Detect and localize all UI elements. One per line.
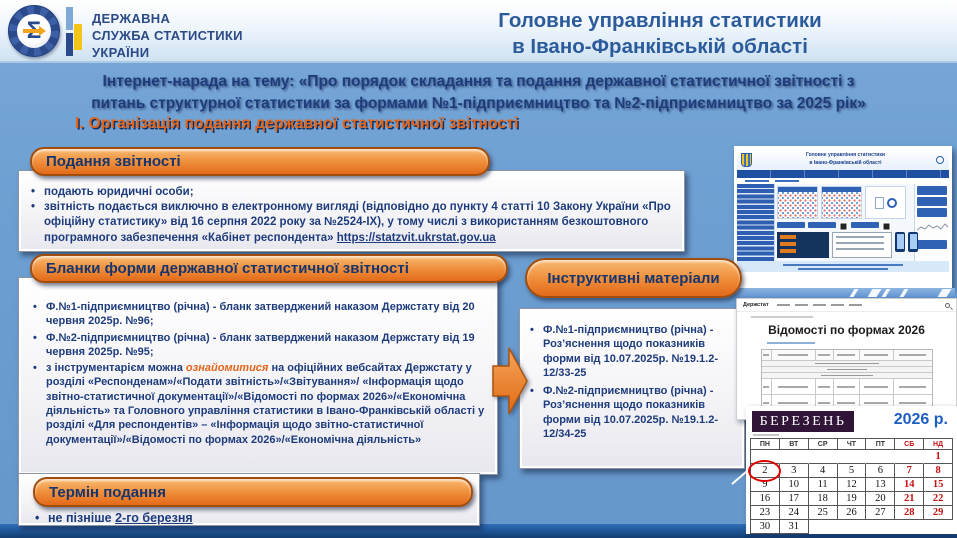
qr-code-icon <box>839 222 848 231</box>
section-heading: І. Організація подання державної статистичної звітності <box>75 115 519 132</box>
decor-block <box>808 222 836 228</box>
link-placeholder <box>767 342 815 344</box>
derzhstat-website-screenshot <box>736 298 957 420</box>
calendar-day: 20 <box>866 492 895 506</box>
bullet-item: • з інструментарієм можна ознайомитися на офіційних вебсайтах Держстату у розділі «Респонденам»/«Подати звітність»/«Звітування»/ «Інформація щодо звітно-статистичної документації»/«Відомості по формах 2026»/«Економічна діяльність» та Головного управління статистики в Івано-Франківській області у розділі «Для респондентів» – «Інформація щодо звітно-статистичної документації»/«Відомості по формах 2026»/«Економічна діяльність» <box>29 361 491 447</box>
emblem-icon <box>887 198 897 208</box>
logo-inner-circle <box>17 14 51 48</box>
site-right-column <box>914 184 949 261</box>
logo-arrow-icon <box>23 29 40 33</box>
calendar-day: 11 <box>809 478 838 492</box>
instruktyvni-box <box>519 308 745 469</box>
calendar-day: 23 <box>751 506 780 520</box>
banner-dark-panel <box>777 232 829 258</box>
decor-block <box>917 186 947 195</box>
bullet-item: • не пізніше 2-го березня <box>31 511 473 526</box>
flag-bar-blue-bottom <box>66 33 73 56</box>
slash-icon <box>882 289 891 297</box>
site-header <box>737 149 949 170</box>
agency-name-line: ДЕРЖАВНА <box>92 11 171 26</box>
bullet-item: • Ф.№2-підприємництво (річна) - Роз’яснення щодо показників форми від 10.07.2025р. №19.1.2-12/34-25 <box>526 384 740 441</box>
blanky-header: Бланки форми державної статистичної звітності <box>30 254 508 283</box>
qr-code-icon <box>882 222 891 231</box>
phone-icon <box>895 232 905 252</box>
flag-bar-blue-top <box>66 7 73 30</box>
calendar-day <box>838 520 867 534</box>
calendar-widget <box>777 186 818 219</box>
calendar-day: 19 <box>838 492 867 506</box>
decor-block <box>851 222 879 228</box>
menu-item-placeholder <box>795 304 808 306</box>
calendar-day: 10 <box>780 478 809 492</box>
bullet-item: • подають юридичні особи; <box>27 185 676 200</box>
site-title-line: Головне управління статистики <box>806 152 885 158</box>
calendar-day-header: ПТ <box>866 439 895 450</box>
calendar-day <box>924 520 953 534</box>
slash-icon <box>938 289 952 297</box>
calendar-day: 31 <box>780 520 809 534</box>
calendar-day: 24 <box>780 506 809 520</box>
slash-band-decoration <box>734 288 955 298</box>
org-title <box>400 8 920 59</box>
search-icon <box>945 303 950 308</box>
calendar-day: 29 <box>924 506 953 520</box>
banner-info-panel <box>832 232 892 258</box>
red-circle-annotation <box>748 460 781 482</box>
bullet-item: • звітність подається виключно в електронному вигляді (відповідно до пункту 4 статті 10 Закону України «Про офіційну статистику» від 16 серпня 2022 року за №2524-ІХ), у тому числі з використанням безкоштовного програмного забезпечення «Кабінет респондента» https://statzvit.ukrstat.gov.ua <box>27 200 676 246</box>
calendar-table <box>750 438 953 534</box>
slash-icon <box>868 289 882 297</box>
calendar-day <box>895 520 924 534</box>
podannia-header: Подання звітності <box>30 147 490 176</box>
bullet-item: • Ф.№1-підприємництво (річна) - бланк затверджений наказом Держстату від 20 червня 2025р. №96; <box>29 300 491 329</box>
instruktyvni-header: Інструктивні матеріали <box>525 258 742 298</box>
phone-icon <box>908 232 918 252</box>
calendar-day: 8 <box>924 464 953 478</box>
calendar-day <box>866 520 895 534</box>
calendar-day: 26 <box>838 506 867 520</box>
calendar-day <box>838 450 867 464</box>
calendar-day: 27 <box>866 506 895 520</box>
statzvit-link[interactable]: https://statzvit.ukrstat.gov.ua <box>336 231 496 244</box>
calendar-day: 5 <box>838 464 867 478</box>
menu-item-placeholder <box>777 304 790 306</box>
services-widget <box>865 186 906 219</box>
slash-icon <box>850 289 859 297</box>
site2-menu <box>777 304 945 306</box>
termin-header: Термін подання <box>33 477 473 507</box>
blanky-box <box>18 277 498 475</box>
site-title <box>755 152 936 167</box>
calendar-day: 28 <box>895 506 924 520</box>
calendar-day <box>780 450 809 464</box>
meeting-topic-line1: Інтернет-нарада на тему: «Про порядок складання та подання державної статистичної звітності з <box>102 73 855 90</box>
forms-page-title: Відомості по формах 2026 <box>768 323 925 337</box>
calendar-day <box>895 450 924 464</box>
menu-item-placeholder <box>813 304 826 306</box>
calendar-day-headers <box>751 439 953 450</box>
calendar-day <box>866 450 895 464</box>
meeting-topic <box>20 71 937 115</box>
breadcrumb <box>751 316 813 318</box>
calendar-day: 17 <box>780 492 809 506</box>
calendar-day-header: ПН <box>751 439 780 450</box>
sparkline-chart <box>917 219 948 235</box>
derzhstat-brand: Держстат <box>743 302 769 308</box>
calendar-day: 7 <box>895 464 924 478</box>
march-calendar <box>746 406 957 534</box>
table-header-row <box>762 350 932 361</box>
meeting-topic-line2: питань структурної статистики за формами №1-підприємництво та №2-підприємництво за 2025 рік» <box>91 95 866 112</box>
document-icon <box>875 197 884 209</box>
calendar-day: 1 <box>924 450 953 464</box>
calendar-day: 18 <box>809 492 838 506</box>
site-footer <box>737 261 949 272</box>
agency-name-line: УКРАЇНИ <box>92 44 150 60</box>
header-band <box>0 0 957 63</box>
calendar-day: 6 <box>866 464 895 478</box>
calendar-day-header: СР <box>809 439 838 450</box>
calendar-day: 13 <box>866 478 895 492</box>
decor-block <box>917 240 947 249</box>
statistics-website-screenshot <box>734 146 952 288</box>
calendar-day-header: ВТ <box>780 439 809 450</box>
calendar-widget <box>821 186 862 219</box>
calendar-day: 16 <box>751 492 780 506</box>
site-sidebar <box>737 184 775 261</box>
calendar-day-header: НД <box>924 439 953 450</box>
bullet-item: • Ф.№1-підприємництво (річна) - Роз’яснення щодо показників форми від 10.07.2025р. №19.1.2-12/33-25 <box>526 323 740 380</box>
menu-item-placeholder <box>849 304 862 306</box>
coat-of-arms-icon <box>741 153 752 167</box>
calendar-day: 4 <box>809 464 838 478</box>
decor-block <box>917 197 947 206</box>
calendar-day: 3 <box>780 464 809 478</box>
org-title-line: в Івано-Франківській області <box>512 34 808 58</box>
forms-table <box>761 349 933 412</box>
calendar-smudge-decoration <box>753 434 779 436</box>
site-main <box>775 184 914 261</box>
oznayomytysia-emphasis: ознайомитися <box>185 362 269 375</box>
org-title-line: Головне управління статистики <box>498 9 822 32</box>
podannia-box <box>18 170 685 252</box>
calendar-day: 9 <box>751 478 780 492</box>
table-row <box>762 379 932 395</box>
orange-arrow-icon <box>492 344 528 423</box>
calendar-day: 2 <box>751 464 780 478</box>
calendar-day-header: СБ <box>895 439 924 450</box>
calendar-day: 22 <box>924 492 953 506</box>
agency-name <box>92 11 243 62</box>
calendar-day: 12 <box>838 478 867 492</box>
accessibility-icon <box>936 156 944 164</box>
calendar-day <box>809 520 838 534</box>
calendar-day <box>809 450 838 464</box>
calendar-day: 21 <box>895 492 924 506</box>
calendar-day: 30 <box>751 520 780 534</box>
menu-item-placeholder <box>831 304 844 306</box>
calendar-year-label: 2026 р. <box>893 411 948 428</box>
calendar-day: 25 <box>809 506 838 520</box>
decor-block <box>777 222 805 228</box>
site-button-row <box>777 222 891 231</box>
calendar-day: 14 <box>895 478 924 492</box>
site2-topbar <box>737 299 956 312</box>
site-navbar <box>737 170 949 178</box>
slash-icon <box>900 289 909 297</box>
site-title-line: в Івано-Франківській області <box>809 159 882 166</box>
flag-bar-yellow <box>74 24 82 50</box>
deadline-date: 2-го березня <box>115 511 193 525</box>
derzhstat-logo <box>8 5 60 57</box>
decor-block <box>917 208 947 217</box>
calendar-day-header: ЧТ <box>838 439 867 450</box>
calendar-month-label: БЕРЕЗЕНЬ <box>752 411 854 432</box>
site-body <box>737 184 949 261</box>
agency-name-line: СЛУЖБА СТАТИСТИКИ <box>92 27 243 43</box>
calendar-day: 15 <box>924 478 953 492</box>
site-banner-row <box>777 232 918 258</box>
calendar-grid <box>751 450 953 534</box>
bullet-item: • Ф.№2-підприємництво (річна) - бланк затверджений наказом Держстату від 19 червня 2025р. №95; <box>29 331 491 360</box>
